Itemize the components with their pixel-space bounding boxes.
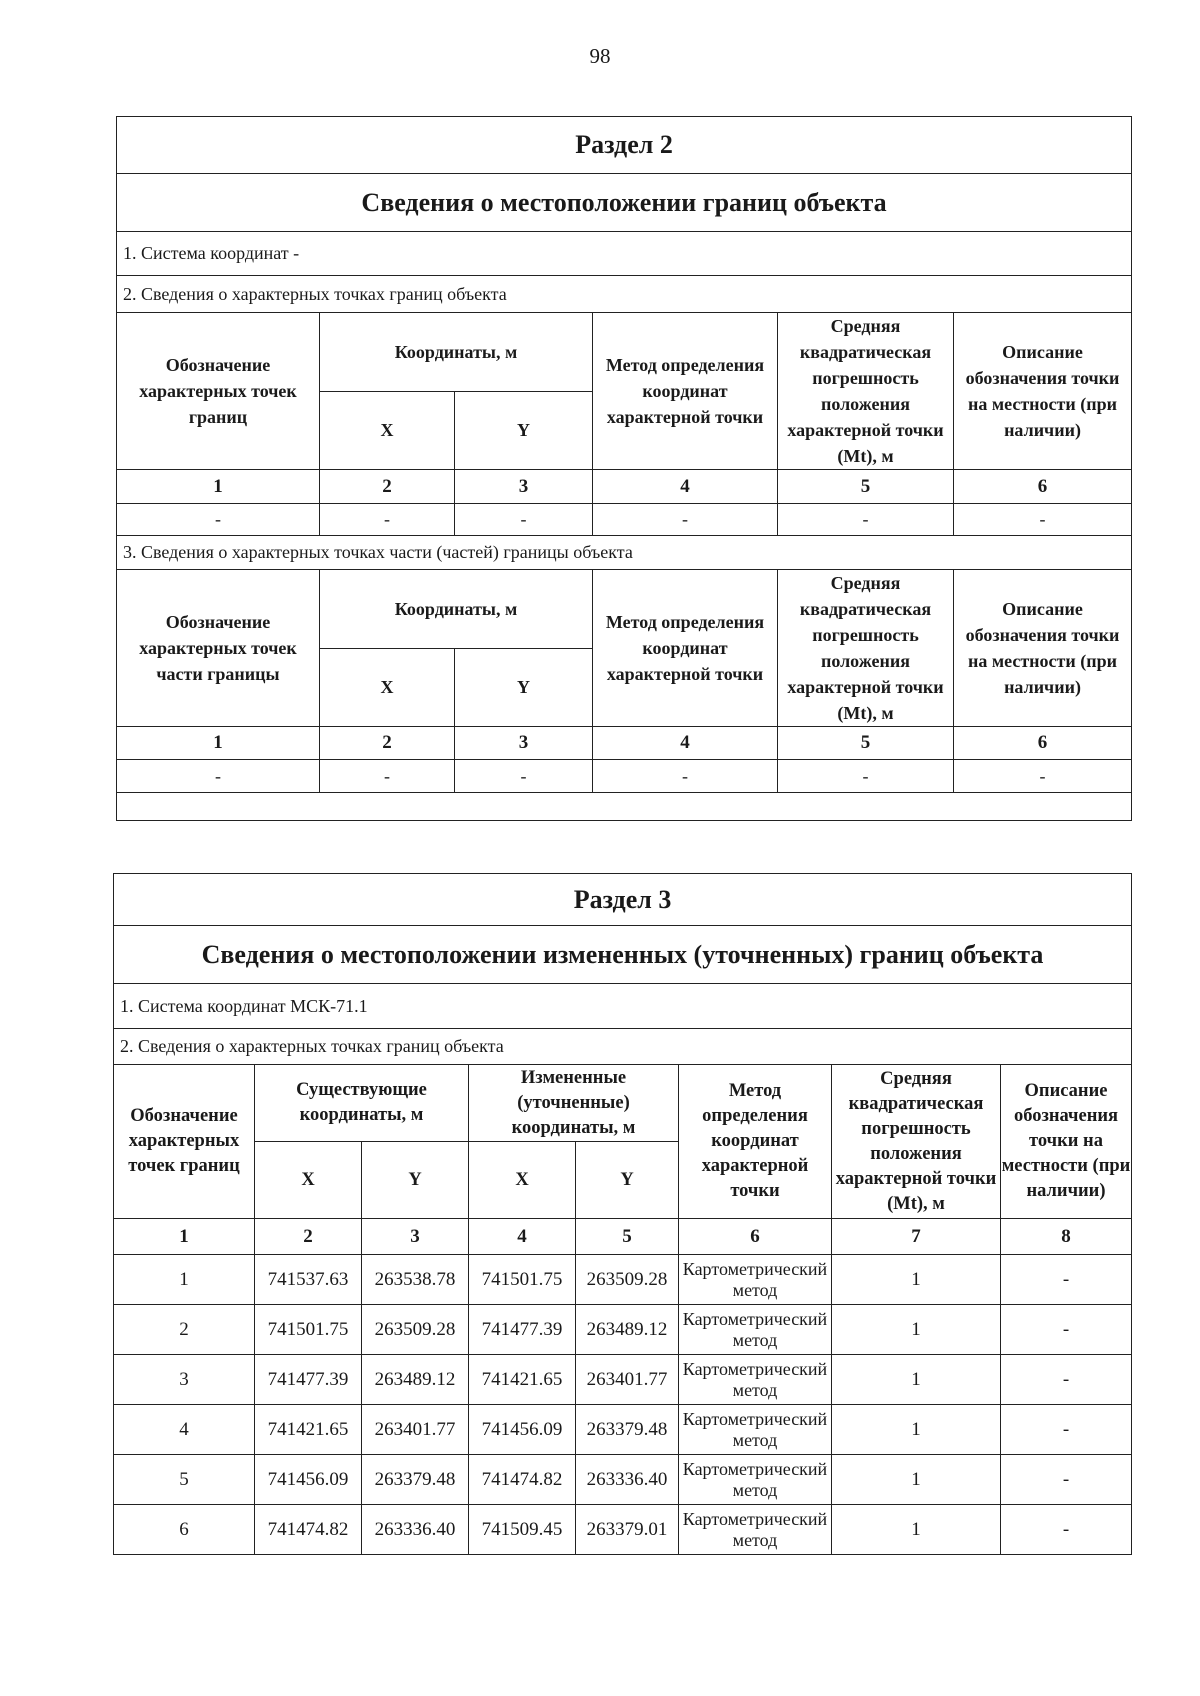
- point-number-cell: 1: [114, 1255, 255, 1305]
- changed-y-cell: 263336.40: [576, 1455, 679, 1505]
- column-number: 4: [593, 470, 778, 504]
- column-number: 6: [954, 727, 1132, 760]
- table-cell: -: [117, 504, 320, 536]
- parts-header-method: Метод определения координат характерной точки: [593, 570, 778, 727]
- s3-header-designation: Обозначение характерных точек границ: [114, 1065, 255, 1219]
- existing-y-cell: 263401.77: [362, 1405, 469, 1455]
- existing-y-cell: 263336.40: [362, 1505, 469, 1555]
- description-cell: -: [1001, 1255, 1132, 1305]
- error-cell: 1: [832, 1255, 1001, 1305]
- column-number: 5: [778, 470, 954, 504]
- section2-parts-heading: 3. Сведения о характерных точках части (частей) границы объекта: [117, 536, 1132, 570]
- header-y: Y: [455, 391, 593, 470]
- s3-header-y2: Y: [576, 1142, 679, 1219]
- table-cell: -: [778, 504, 954, 536]
- column-number: 1: [117, 727, 320, 760]
- existing-x-cell: 741474.82: [255, 1505, 362, 1555]
- section3-points-heading: 2. Сведения о характерных точках границ объекта: [114, 1029, 1132, 1065]
- point-number-cell: 4: [114, 1405, 255, 1455]
- column-numbers-row: [117, 470, 1132, 504]
- existing-x-cell: 741501.75: [255, 1305, 362, 1355]
- changed-y-cell: 263379.48: [576, 1405, 679, 1455]
- section2-points-heading: 2. Сведения о характерных точках границ объекта: [117, 276, 1132, 313]
- point-number-cell: 5: [114, 1455, 255, 1505]
- section2-subtitle: Сведения о местоположении границ объекта: [117, 174, 1132, 232]
- s3-header-existing: Существующие координаты, м: [255, 1065, 469, 1142]
- existing-x-cell: 741421.65: [255, 1405, 362, 1455]
- existing-x-cell: 741537.63: [255, 1255, 362, 1305]
- column-number: 5: [778, 727, 954, 760]
- header-method: Метод определения координат характерной точки: [593, 313, 778, 470]
- s3-header-x1: X: [255, 1142, 362, 1219]
- column-number: 3: [455, 470, 593, 504]
- table-cell: -: [593, 760, 778, 793]
- s3-header-y1: Y: [362, 1142, 469, 1219]
- changed-x-cell: 741509.45: [469, 1505, 576, 1555]
- column-number: 8: [1001, 1219, 1132, 1255]
- description-cell: -: [1001, 1355, 1132, 1405]
- error-cell: 1: [832, 1405, 1001, 1455]
- s3-header-method: Метод определения координат характерной точки: [679, 1065, 832, 1219]
- column-number: 1: [114, 1219, 255, 1255]
- table-cell: -: [778, 760, 954, 793]
- section2-coord-system: 1. Система координат -: [117, 232, 1132, 276]
- error-cell: 1: [832, 1355, 1001, 1405]
- description-cell: -: [1001, 1405, 1132, 1455]
- section3-table: [113, 873, 1132, 1555]
- s3-header-x2: X: [469, 1142, 576, 1219]
- parts-column-numbers-row: [117, 727, 1132, 760]
- description-cell: -: [1001, 1455, 1132, 1505]
- existing-y-cell: 263379.48: [362, 1455, 469, 1505]
- changed-y-cell: 263401.77: [576, 1355, 679, 1405]
- section3-coord-system: 1. Система координат МСК-71.1: [114, 984, 1132, 1029]
- column-number: 2: [320, 470, 455, 504]
- point-number-cell: 6: [114, 1505, 255, 1555]
- point-number-cell: 3: [114, 1355, 255, 1405]
- table-cell: -: [593, 504, 778, 536]
- empty-row: [117, 793, 1132, 821]
- changed-y-cell: 263379.01: [576, 1505, 679, 1555]
- existing-x-cell: 741477.39: [255, 1355, 362, 1405]
- column-number: 6: [954, 470, 1132, 504]
- column-number: 3: [362, 1219, 469, 1255]
- changed-y-cell: 263489.12: [576, 1305, 679, 1355]
- column-number: 7: [832, 1219, 1001, 1255]
- parts-header-designation: Обозначение характерных точек части границы: [117, 570, 320, 727]
- table-cell: -: [954, 504, 1132, 536]
- method-cell: Картометрический метод: [679, 1405, 832, 1455]
- table-cell: -: [320, 760, 455, 793]
- s3-header-description: Описание обозначения точки на местности (при наличии): [1001, 1065, 1132, 1219]
- existing-y-cell: 263489.12: [362, 1355, 469, 1405]
- column-number: 6: [679, 1219, 832, 1255]
- table-cell: -: [320, 504, 455, 536]
- header-designation: Обозначение характерных точек границ: [117, 313, 320, 470]
- section2-table: [116, 116, 1132, 821]
- parts-header-description: Описание обозначения точки на местности (при наличии): [954, 570, 1132, 727]
- section3-subtitle: Сведения о местоположении измененных (уточненных) границ объекта: [114, 926, 1132, 984]
- column-number: 1: [117, 470, 320, 504]
- existing-y-cell: 263538.78: [362, 1255, 469, 1305]
- s3-data-rows: [114, 1255, 1132, 1555]
- description-cell: -: [1001, 1505, 1132, 1555]
- error-cell: 1: [832, 1455, 1001, 1505]
- column-number: 3: [455, 727, 593, 760]
- page-number: 98: [589, 44, 611, 68]
- parts-header-coords: Координаты, м: [320, 570, 593, 649]
- column-number: 2: [255, 1219, 362, 1255]
- method-cell: Картометрический метод: [679, 1505, 832, 1555]
- section2-title: Раздел 2: [117, 117, 1132, 174]
- s3-column-numbers-row: [114, 1219, 1132, 1255]
- column-number: 2: [320, 727, 455, 760]
- table-cell: -: [455, 504, 593, 536]
- header-error: Средняя квадратическая погрешность положения характерной точки (Mt), м: [778, 313, 954, 470]
- table-cell: -: [117, 760, 320, 793]
- error-cell: 1: [832, 1505, 1001, 1555]
- existing-x-cell: 741456.09: [255, 1455, 362, 1505]
- point-number-cell: 2: [114, 1305, 255, 1355]
- changed-x-cell: 741501.75: [469, 1255, 576, 1305]
- changed-x-cell: 741477.39: [469, 1305, 576, 1355]
- parts-header-y: Y: [455, 648, 593, 727]
- column-number: 4: [593, 727, 778, 760]
- table-row: [114, 1305, 1132, 1355]
- table-cell: -: [954, 760, 1132, 793]
- method-cell: Картометрический метод: [679, 1355, 832, 1405]
- s3-header-error: Средняя квадратическая погрешность положения характерной точки (Mt), м: [832, 1065, 1001, 1219]
- header-x: X: [320, 391, 455, 470]
- table-row: [114, 1405, 1132, 1455]
- parts-header-x: X: [320, 648, 455, 727]
- section3-title: Раздел 3: [114, 874, 1132, 926]
- changed-x-cell: 741456.09: [469, 1405, 576, 1455]
- table-cell: -: [455, 760, 593, 793]
- method-cell: Картометрический метод: [679, 1255, 832, 1305]
- error-cell: 1: [832, 1305, 1001, 1355]
- table-row: [117, 504, 1132, 536]
- header-coords: Координаты, м: [320, 313, 593, 392]
- table-row: [117, 760, 1132, 793]
- changed-x-cell: 741474.82: [469, 1455, 576, 1505]
- table-row: [114, 1255, 1132, 1305]
- column-number: 5: [576, 1219, 679, 1255]
- changed-y-cell: 263509.28: [576, 1255, 679, 1305]
- method-cell: Картометрический метод: [679, 1455, 832, 1505]
- s3-header-changed: Измененные (уточненные) координаты, м: [469, 1065, 679, 1142]
- table-row: [114, 1455, 1132, 1505]
- changed-x-cell: 741421.65: [469, 1355, 576, 1405]
- description-cell: -: [1001, 1305, 1132, 1355]
- existing-y-cell: 263509.28: [362, 1305, 469, 1355]
- column-number: 4: [469, 1219, 576, 1255]
- method-cell: Картометрический метод: [679, 1305, 832, 1355]
- parts-header-error: Средняя квадратическая погрешность положения характерной точки (Mt), м: [778, 570, 954, 727]
- header-description: Описание обозначения точки на местности (при наличии): [954, 313, 1132, 470]
- table-row: [114, 1505, 1132, 1555]
- table-row: [114, 1355, 1132, 1405]
